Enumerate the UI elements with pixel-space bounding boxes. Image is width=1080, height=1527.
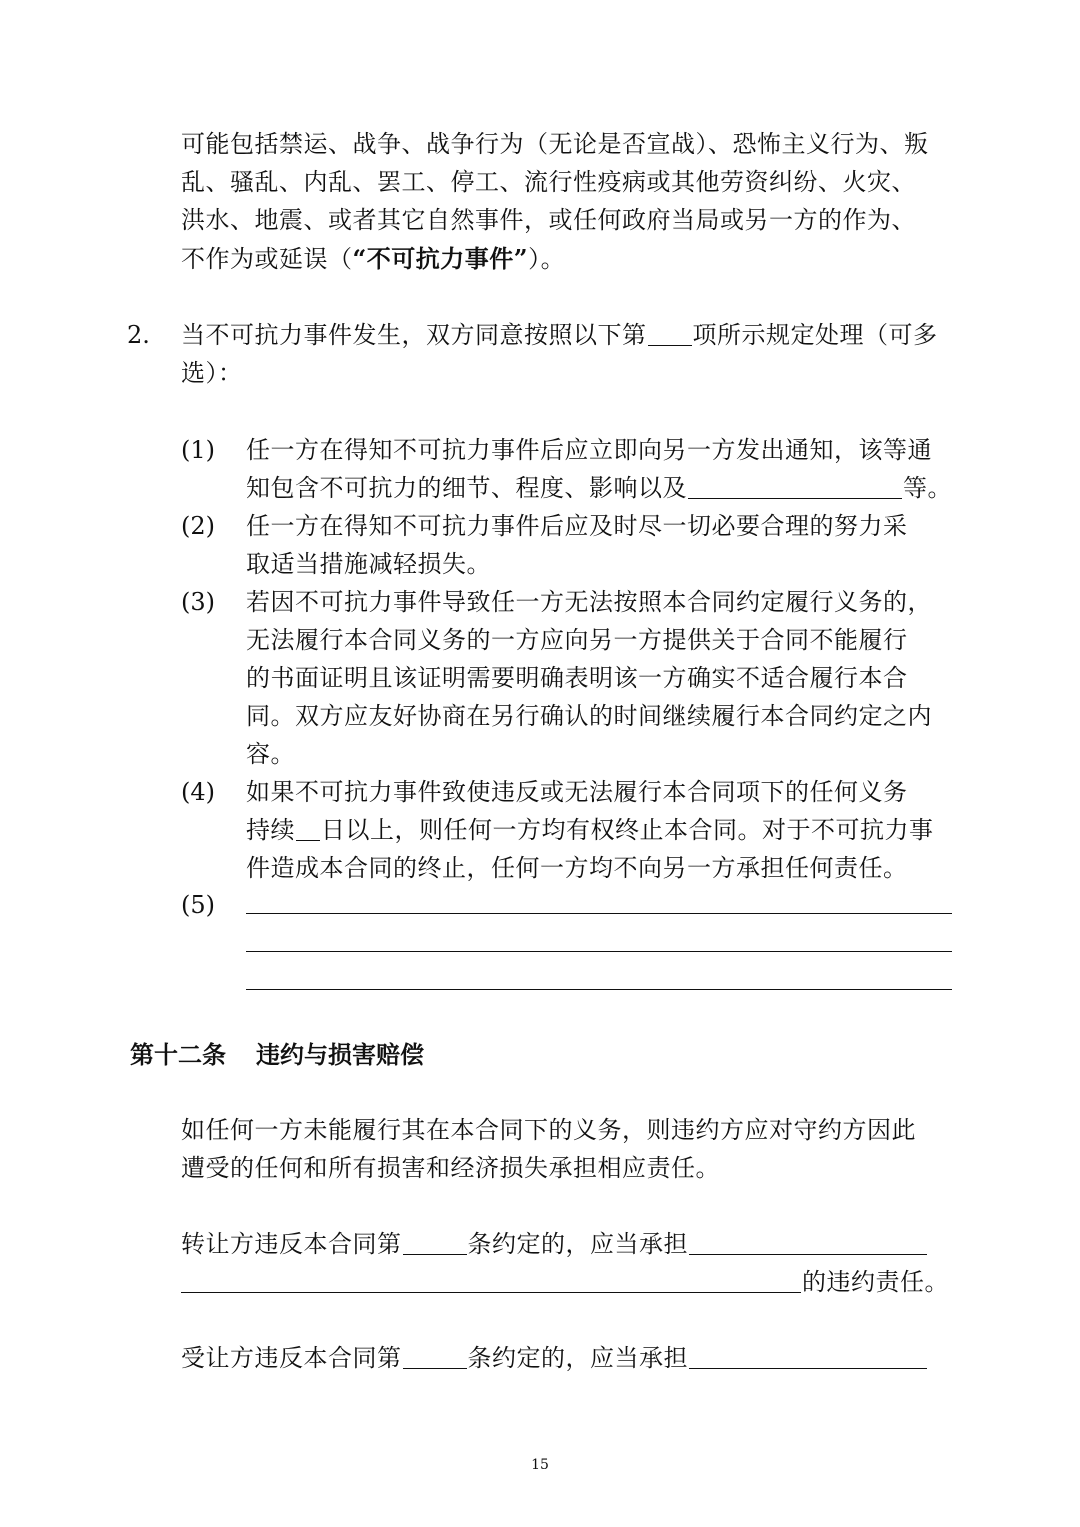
transferor-text-a: 转让方违反本合同第 [181, 1230, 402, 1258]
sub-4-days-blank[interactable] [296, 839, 320, 841]
para1-line-1: 可能包括禁运、战争、战争行为（无论是否宣战）、恐怖主义行为、叛 [181, 130, 929, 158]
article-12-number: 第十二条 [130, 1040, 226, 1069]
item-2-text-b: 项所示规定处理（可多 [692, 321, 938, 349]
sub-3-line-1: 若因不可抗力事件导致任一方无法按照本合同约定履行义务的， [246, 588, 932, 616]
transferee-liability-blank[interactable] [689, 1367, 927, 1369]
sub-4-text-b: 日以上，则任何一方均有权终止本合同。对于不可抗力事 [321, 816, 934, 844]
item-2-blank[interactable] [648, 344, 692, 346]
transferor-text-c: 的违约责任。 [802, 1268, 949, 1296]
sub-4-text-a: 持续 [246, 816, 295, 844]
transferor-text-b: 条约定的，应当承担 [467, 1230, 688, 1258]
sub-2-line-2: 取适当措施减轻损失。 [246, 550, 491, 578]
transferor-liability-blank[interactable] [689, 1253, 927, 1255]
force-majeure-term: “不可抗力事件” [352, 244, 529, 273]
sub-3-line-3: 的书面证明且该证明需要明确表明该一方确实不适合履行本合 [246, 664, 908, 692]
sub-2-line-1: 任一方在得知不可抗力事件后应及时尽一切必要合理的努力采 [246, 512, 908, 540]
item-2-line-2: 选）： [181, 359, 243, 387]
article-12-para-line-2: 遭受的任何和所有损害和经济损失承担相应责任。 [181, 1154, 720, 1182]
sub-4-line-3: 件造成本合同的终止，任何一方均不向另一方承担任何责任。 [246, 854, 908, 882]
para1-line-4-end: ）。 [528, 245, 566, 273]
sub-1-text-a: 知包含不可抗力的细节、程度、影响以及 [246, 474, 687, 502]
sub-5-blank-line-3[interactable] [246, 989, 952, 990]
item-2-text-a: 当不可抗力事件发生，双方同意按照以下第 [181, 321, 647, 349]
sub-3-number: (3) [181, 588, 215, 616]
sub-4-number: (4) [181, 778, 215, 806]
sub-4-line-2 [246, 818, 934, 842]
article-12-heading [130, 1040, 424, 1069]
sub-5-number: (5) [181, 891, 215, 919]
para1-line-2: 乱、骚乱、内乱、罢工、停工、流行性疫病或其他劳资纠纷、火灾、 [181, 168, 916, 196]
sub-3-line-4: 同。双方应友好协商在另行确认的时间继续履行本合同约定之内 [246, 702, 932, 730]
transferee-line-1 [181, 1346, 928, 1370]
sub-1-line-2 [246, 476, 952, 500]
item-2-number: 2. [127, 321, 150, 349]
transferee-article-blank[interactable] [403, 1367, 467, 1369]
article-12-para-line-1: 如任何一方未能履行其在本合同下的义务，则违约方应对守约方因此 [181, 1116, 916, 1144]
article-12-title: 违约与损害赔偿 [256, 1040, 424, 1069]
para1-line-3: 洪水、地震、或者其它自然事件，或任何政府当局或另一方的作为、 [181, 206, 916, 234]
sub-1-number: (1) [181, 436, 215, 464]
page-number: 15 [531, 1457, 549, 1473]
sub-3-line-2: 无法履行本合同义务的一方应向另一方提供关于合同不能履行 [246, 626, 908, 654]
para1-line-4-start: 不作为或延误（ [181, 245, 353, 273]
sub-4-line-1: 如果不可抗力事件致使违反或无法履行本合同项下的任何义务 [246, 778, 908, 806]
transferor-liability-blank-2[interactable] [181, 1291, 801, 1293]
sub-5-blank-line-2[interactable] [246, 951, 952, 952]
sub-5-blank-line-1[interactable] [246, 913, 952, 914]
item-2-line-1 [181, 323, 938, 347]
transferor-article-blank[interactable] [403, 1253, 467, 1255]
sub-1-line-1: 任一方在得知不可抗力事件后应立即向另一方发出通知，该等通 [246, 436, 932, 464]
sub-2-number: (2) [181, 512, 215, 540]
transferee-text-b: 条约定的，应当承担 [467, 1344, 688, 1372]
transferor-line-1 [181, 1232, 928, 1256]
para1-line-4 [181, 244, 566, 273]
sub-1-text-b: 等。 [903, 474, 952, 502]
transferor-line-2 [181, 1270, 949, 1294]
sub-3-line-5: 容。 [246, 740, 295, 768]
transferee-text-a: 受让方违反本合同第 [181, 1344, 402, 1372]
sub-1-blank[interactable] [688, 497, 902, 499]
